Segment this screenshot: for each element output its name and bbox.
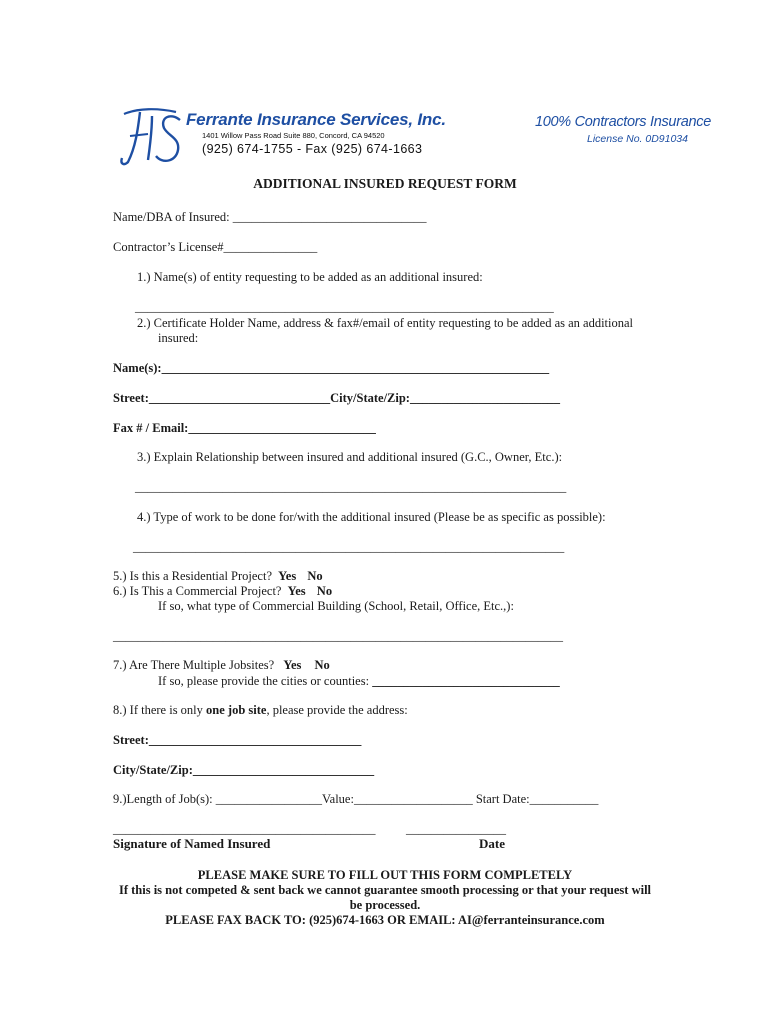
signature-label: Signature of Named Insured	[113, 836, 271, 851]
question-1-answer-line[interactable]: ___________________________________________________________________	[135, 300, 554, 314]
name-dba-field[interactable]: Name/DBA of Insured: _______________________________	[113, 210, 427, 224]
question-8-prefix: 8.) If there is only	[113, 703, 207, 717]
question-5	[113, 569, 323, 584]
company-address: 1401 Willow Pass Road Suite 880, Concord, CA 94520	[202, 131, 385, 140]
question-7	[113, 658, 330, 673]
question-2-cont: insured:	[158, 331, 199, 345]
question-3: 3.) Explain Relationship between insured and additional insured (G.C., Owner, Etc.):	[137, 450, 563, 464]
question-5-yes[interactable]: Yes	[278, 569, 297, 583]
question-6-followup: If so, what type of Commercial Building (School, Retail, Office, Etc.,):	[158, 599, 514, 613]
date-label: Date	[479, 836, 505, 851]
form-title: ADDITIONAL INSURED REQUEST FORM	[253, 176, 517, 191]
license-number: License No. 0D91034	[587, 133, 688, 145]
fax-email-field[interactable]: Fax # / Email:______________________________	[113, 421, 376, 435]
contractor-license-field[interactable]: Contractor’s License#_______________	[113, 240, 318, 254]
footer-fax-email: PLEASE FAX BACK TO: (925)674-1663 OR EMAIL: AI@ferranteinsurance.com	[165, 913, 605, 927]
question-4-answer-line[interactable]: _____________________________________________________________________	[133, 540, 565, 554]
footer-instruction-3: be processed.	[349, 898, 421, 912]
question-7-answer-line[interactable]: ______________________________	[372, 674, 560, 688]
question-1: 1.) Name(s) of entity requesting to be added as an additional insured:	[137, 270, 483, 284]
question-5-label: 5.) Is this a Residential Project?	[113, 569, 272, 583]
question-8	[113, 703, 408, 718]
question-7-followup	[158, 674, 560, 689]
question-6-label: 6.) Is This a Commercial Project?	[113, 584, 282, 598]
question-5-no[interactable]: No	[307, 569, 323, 583]
question-6-answer-line[interactable]: ________________________________________________________________________	[113, 629, 563, 643]
question-7-followup-label: If so, please provide the cities or counties:	[158, 674, 370, 688]
tagline: 100% Contractors Insurance	[535, 114, 711, 130]
jobsite-city-field[interactable]: City/State/Zip:_____________________________	[113, 763, 375, 777]
question-7-no[interactable]: No	[314, 658, 330, 672]
fis-logo-icon	[118, 106, 188, 168]
question-9-fields[interactable]: 9.)Length of Job(s): _________________Value:___________________ Start Date:___________	[113, 792, 599, 806]
date-line[interactable]: ________________	[406, 822, 506, 836]
street-city-field[interactable]: Street:_____________________________City/State/Zip:________________________	[113, 391, 560, 405]
company-phone-fax: (925) 674-1755 - Fax (925) 674-1663	[202, 142, 423, 156]
footer-instruction-1: PLEASE MAKE SURE TO FILL OUT THIS FORM COMPLETELY	[197, 868, 573, 882]
signature-line[interactable]: __________________________________________	[113, 822, 376, 836]
footer-instruction-2: If this is not competed & sent back we cannot guarantee smooth processing or that your request will	[118, 883, 652, 897]
question-7-label: 7.) Are There Multiple Jobsites?	[113, 658, 275, 672]
question-6-yes[interactable]: Yes	[287, 584, 306, 598]
names-field[interactable]: Name(s):______________________________________________________________	[113, 361, 550, 375]
jobsite-street-field[interactable]: Street:__________________________________	[113, 733, 362, 747]
question-6-no[interactable]: No	[316, 584, 333, 598]
company-name: Ferrante Insurance Services, Inc.	[186, 110, 446, 129]
question-2: 2.) Certificate Holder Name, address & fax#/email of entity requesting to be added as an additional	[137, 316, 634, 330]
question-8-emphasis: one job site	[206, 703, 267, 717]
question-4: 4.) Type of work to be done for/with the additional insured (Please be as specific as possible):	[137, 510, 606, 524]
question-6	[113, 584, 332, 599]
question-8-suffix: , please provide the address:	[266, 703, 408, 717]
question-7-yes[interactable]: Yes	[283, 658, 302, 672]
question-3-answer-line[interactable]: _____________________________________________________________________	[135, 480, 567, 494]
